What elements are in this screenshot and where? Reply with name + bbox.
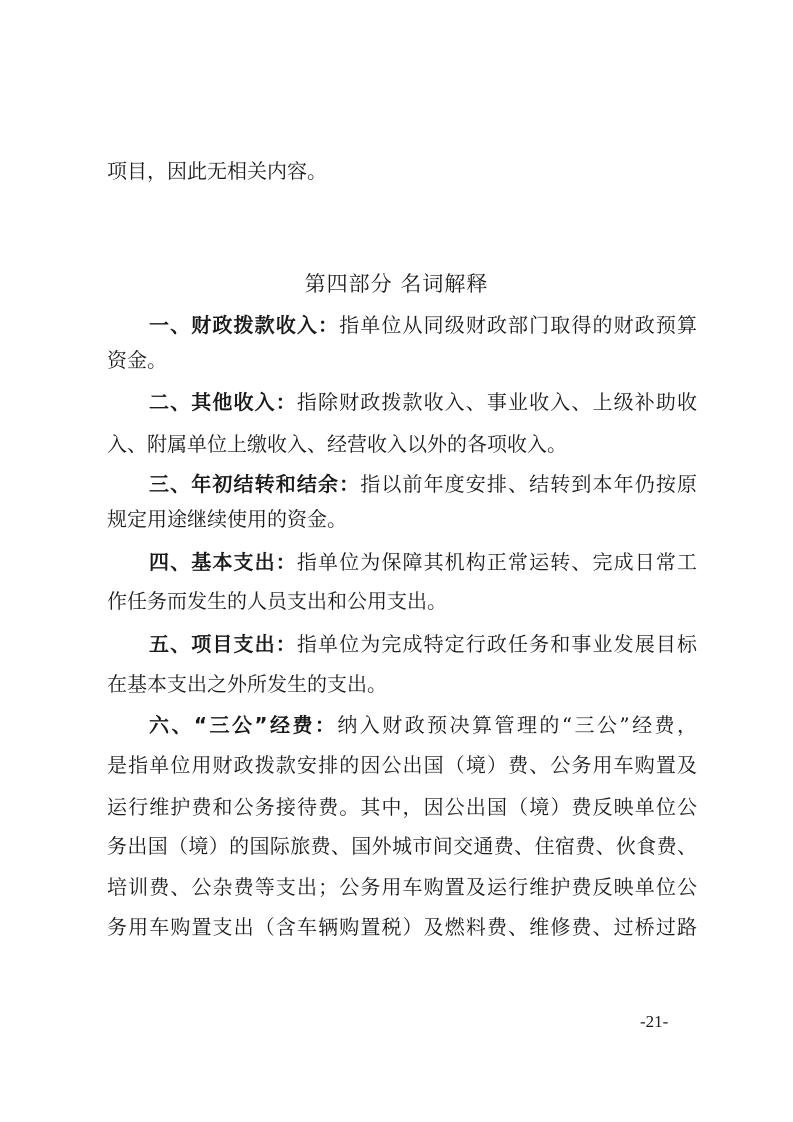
- definition-term: 六、“三公”经费：: [149, 713, 338, 737]
- definition-text: 运行维护费和公务接待费。其中，因公出国（境）费反映单位公: [107, 795, 697, 819]
- definition-term: 二、其他收入：: [149, 390, 297, 414]
- definition-line: [107, 504, 697, 534]
- definition-line: [107, 345, 697, 375]
- definition-line: [107, 669, 697, 699]
- definition-text: 是指单位用财政拨款安排的因公出国（境）费、公务用车购置及: [107, 753, 697, 777]
- definition-term: 三、年初结转和结余：: [149, 472, 361, 496]
- definition-first-line: [149, 310, 697, 340]
- definition-line: [107, 792, 697, 822]
- definition-line: [107, 429, 697, 459]
- section-title: 第四部分 名词解释: [304, 272, 489, 296]
- definition-text: 指以前年度安排、结转到本年仍按原: [360, 472, 698, 496]
- definition-first-line: [149, 710, 697, 740]
- definition-first-line: [149, 547, 697, 577]
- definition-text: 规定用途继续使用的资金。: [107, 507, 347, 531]
- definition-term: 一、财政拨款收入：: [149, 313, 340, 337]
- definition-first-line: [149, 629, 697, 659]
- definition-text: 务出国（境）的国际旅费、国外城市间交通费、住宿费、伙食费、: [107, 834, 697, 858]
- definition-text: 作任务而发生的人员支出和公用支出。: [107, 589, 447, 613]
- definition-text: 指除财政拨款收入、事业收入、上级补助收: [296, 390, 698, 414]
- definition-line: [107, 831, 697, 861]
- definition-text: 入、附属单位上缴收入、经营收入以外的各项收入。: [107, 432, 567, 456]
- page-number: -21-: [640, 1012, 669, 1031]
- definition-text: 纳入财政预决算管理的“三公”经费，: [337, 713, 697, 737]
- definition-first-line: [149, 387, 697, 417]
- definition-line: [107, 750, 697, 780]
- definition-text: 务用车购置支出（含车辆购置税）及燃料费、维修费、过桥过路: [107, 915, 697, 939]
- definition-first-line: [149, 469, 697, 499]
- definition-text: 培训费、公杂费等支出；公务用车购置及运行维护费反映单位公: [107, 875, 697, 899]
- definition-text: 指单位为完成特定行政任务和事业发展目标: [296, 632, 698, 656]
- definition-text: 指单位从同级财政部门取得的财政预算: [339, 313, 698, 337]
- definition-text: 指单位为保障其机构正常运转、完成日常工: [296, 550, 698, 574]
- definition-text: 在基本支出之外所发生的支出。: [107, 672, 387, 696]
- definition-text: 资金。: [107, 348, 167, 372]
- definition-line: [107, 912, 697, 942]
- definition-term: 五、项目支出：: [149, 632, 297, 656]
- definition-line: [107, 586, 697, 616]
- definition-term: 四、基本支出：: [149, 550, 297, 574]
- definition-line: [107, 872, 697, 902]
- intro-line: 项目，因此无相关内容。: [107, 159, 327, 183]
